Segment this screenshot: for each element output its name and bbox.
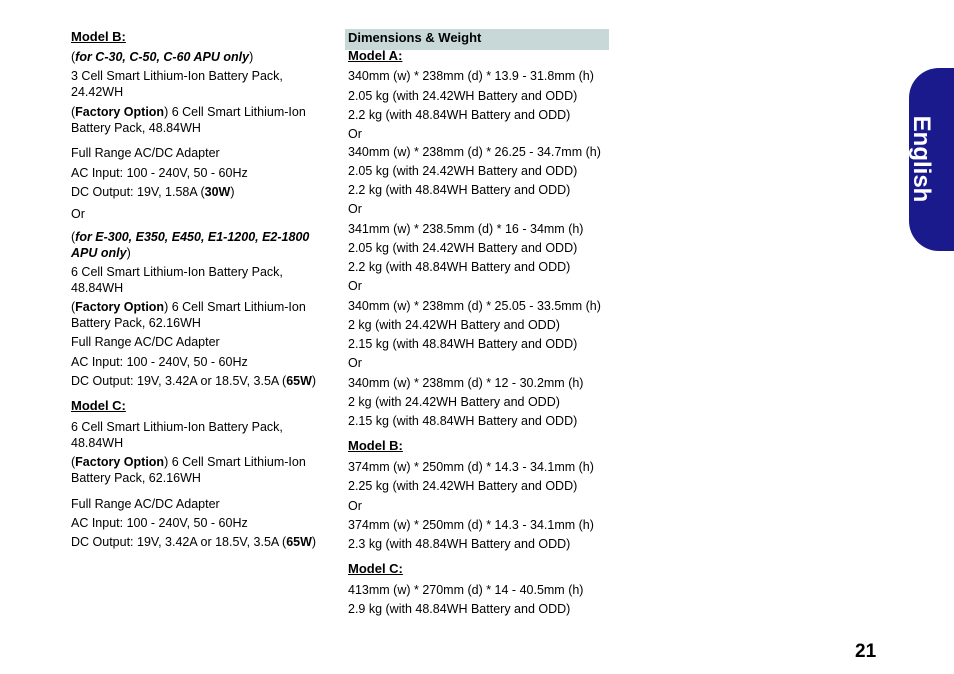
page-number: 21 [855,641,877,662]
weight-line: 2.15 kg (with 48.84WH Battery and ODD) [348,414,578,428]
weight-line: 2.25 kg (with 24.42WH Battery and ODD) [348,479,578,493]
model-b2-dc-output: DC Output: 19V, 3.42A or 18.5V, 3.5A (65W) [71,374,317,388]
weight-line: 2 kg (with 24.42WH Battery and ODD) [348,318,560,332]
dimensions-line: 340mm (w) * 238mm (d) * 25.05 - 33.5mm (h) [348,299,601,313]
or-separator: Or [348,356,362,370]
or-separator: Or [348,127,362,141]
dimensions-line: 374mm (w) * 250mm (d) * 14.3 - 34.1mm (h) [348,460,594,474]
model-c-factory-option: (Factory Option) 6 Cell Smart Lithium-Ion Battery Pack, 62.16WH [71,455,306,485]
model-b-heading: Model B: [348,438,403,453]
weight-line: 2.2 kg (with 48.84WH Battery and ODD) [348,260,571,274]
model-b2-battery: 6 Cell Smart Lithium-Ion Battery Pack, 48.84WH [71,265,283,295]
model-a-heading: Model A: [348,48,403,63]
model-b2-ac-input: AC Input: 100 - 240V, 50 - 60Hz [71,355,248,369]
dimensions-line: 374mm (w) * 250mm (d) * 14.3 - 34.1mm (h) [348,518,594,532]
model-c-ac-input: AC Input: 100 - 240V, 50 - 60Hz [71,516,248,530]
weight-line: 2.05 kg (with 24.42WH Battery and ODD) [348,89,578,103]
weight-line: 2.2 kg (with 48.84WH Battery and ODD) [348,108,571,122]
weight-line: 2.05 kg (with 24.42WH Battery and ODD) [348,241,578,255]
or-separator: Or [348,279,362,293]
model-b2-factory-option: (Factory Option) 6 Cell Smart Lithium-Ion Battery Pack, 62.16WH [71,300,306,330]
weight-line: 2.05 kg (with 24.42WH Battery and ODD) [348,164,578,178]
weight-line: 2.2 kg (with 48.84WH Battery and ODD) [348,183,571,197]
dimensions-line: 341mm (w) * 238.5mm (d) * 16 - 34mm (h) [348,222,584,236]
model-b-dc-output: DC Output: 19V, 1.58A (30W) [71,185,235,199]
dimensions-line: 340mm (w) * 238mm (d) * 12 - 30.2mm (h) [348,376,584,390]
language-tab [909,68,954,251]
dimensions-line: 340mm (w) * 238mm (d) * 13.9 - 31.8mm (h) [348,69,594,83]
model-b2-cpu-note: (for E-300, E350, E450, E1-1200, E2-1800 APU only) [71,230,310,260]
model-b2-adapter: Full Range AC/DC Adapter [71,335,220,349]
model-c-battery: 6 Cell Smart Lithium-Ion Battery Pack, 48.84WH [71,420,283,450]
model-c-adapter: Full Range AC/DC Adapter [71,497,220,511]
model-b-battery: 3 Cell Smart Lithium-Ion Battery Pack, 24.42WH [71,69,283,99]
dimensions-line: 413mm (w) * 270mm (d) * 14 - 40.5mm (h) [348,583,584,597]
or-separator: Or [348,202,362,216]
model-b-adapter: Full Range AC/DC Adapter [71,146,220,160]
model-b-ac-input: AC Input: 100 - 240V, 50 - 60Hz [71,166,248,180]
model-c-dc-output: DC Output: 19V, 3.42A or 18.5V, 3.5A (65W) [71,535,317,549]
weight-line: 2.3 kg (with 48.84WH Battery and ODD) [348,537,571,551]
model-c-heading: Model C: [348,561,403,576]
model-b-factory-option: (Factory Option) 6 Cell Smart Lithium-Ion Battery Pack, 48.84WH [71,105,306,135]
weight-line: 2.9 kg (with 48.84WH Battery and ODD) [348,602,571,616]
language-tab-label: English [908,115,935,203]
or-separator: Or [71,207,85,221]
model-b-cpu-note: (for C-30, C-50, C-60 APU only) [71,50,254,64]
weight-line: 2.15 kg (with 48.84WH Battery and ODD) [348,337,578,351]
model-c-heading: Model C: [71,398,126,413]
or-separator: Or [348,499,362,513]
weight-line: 2 kg (with 24.42WH Battery and ODD) [348,395,560,409]
dimensions-line: 340mm (w) * 238mm (d) * 26.25 - 34.7mm (h) [348,145,601,159]
model-b-heading: Model B: [71,29,126,44]
section-title: Dimensions & Weight [348,30,482,45]
